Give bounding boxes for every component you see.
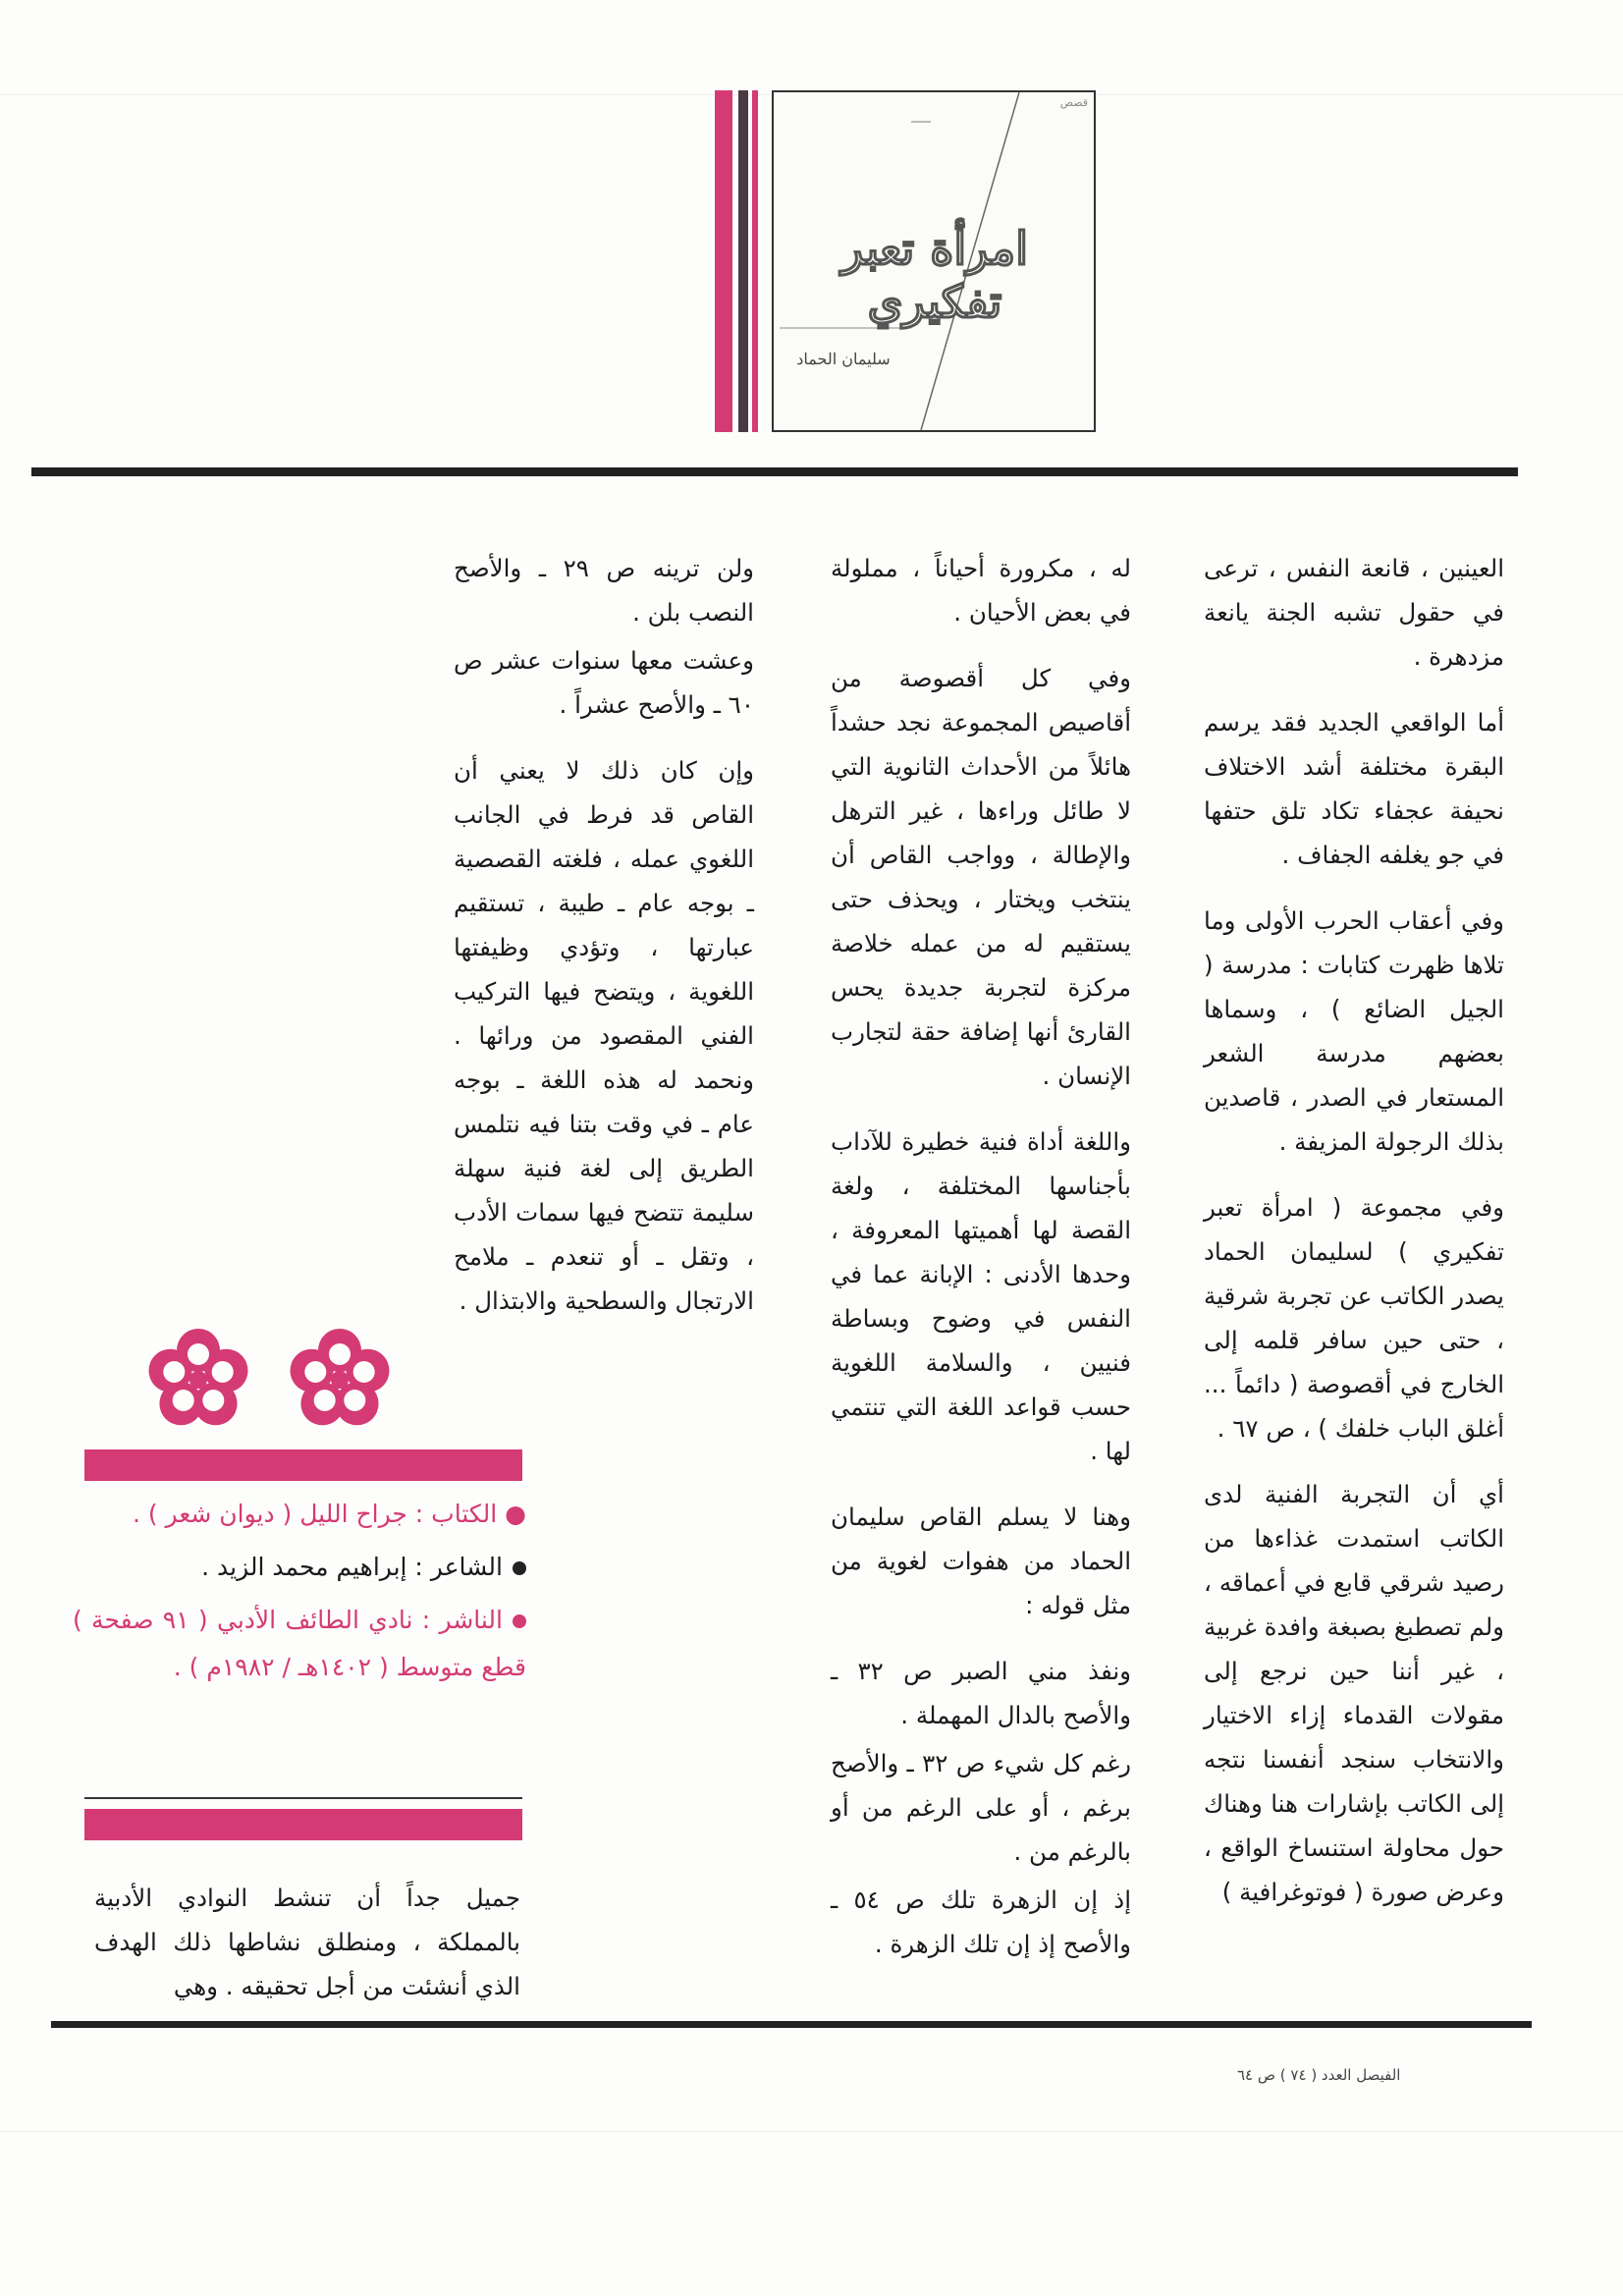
column-right (1204, 546, 1504, 1936)
column-bottom-left (94, 1876, 520, 2030)
cover-corner-label: قصص (1059, 96, 1088, 109)
paragraph: جميل جداً أن تنشط النوادي الأدبية بالمملكة ، ومنطلق نشاطها ذلك الهدف الذي أنشئت من أجل تحقيقه . وهي (94, 1884, 520, 2000)
column-left (454, 546, 754, 1344)
paragraph: له ، مكرورة أحياناً ، مملولة في بعض الأحيان . (831, 554, 1131, 627)
book-info (73, 1491, 526, 1697)
paragraph: رغم كل شيء ص ٣٢ ـ والأصح برغم ، أو على الرغم من أو بالرغم من . (831, 1749, 1131, 1866)
paragraph: وفي أعقاب الحرب الأولى وما تلاها ظهرت كتابات : مدرسة ( الجيل الضائع ) ، وسماها بعضهم مدرسة الشعر المستعار في الصدر ، قاصدين بذلك الرجولة المزيفة . (1204, 906, 1504, 1156)
paragraph: واللغة أداة فنية خطيرة للآداب بأجناسها المختلفة ، ولغة القصة لها أهميتها المعروفة ، وحدها الأدنى : الإبانة عما في النفس في وضوح وبساطة فنيين ، والسلامة اللغوية حسب قواعد اللغة التي تنتمي لها . (831, 1127, 1131, 1465)
info-top-bar (84, 1449, 522, 1481)
book-cover-image (772, 90, 1096, 432)
paragraph: إذ إن الزهرة تلك ص ٥٤ ـ والأصح إذ إن تلك الزهرة . (831, 1886, 1132, 1958)
paragraph: أما الواقعي الجديد فقد يرسم البقرة مختلفة أشد الاختلاف نحيفة عجفاء تكاد تلق حتفها في جو يغلفه الجفاف . (1204, 708, 1504, 869)
info-thin-rule (84, 1797, 522, 1799)
flower-icon (291, 1329, 390, 1425)
bottom-rule (51, 2021, 1532, 2028)
bullet-icon (513, 1561, 526, 1575)
publisher-text: الناشر : نادي الطائف الأدبي ( ٩١ صفحة ) قطع متوسط ( ١٤٠٢هـ / ١٩٨٢م ) . (73, 1606, 526, 1681)
page-footer: الفيصل العدد ( ٧٤ ) ص ٦٤ (1237, 2066, 1401, 2084)
bullet-icon (513, 1614, 526, 1628)
cover-author: سليمان الحماد (796, 350, 891, 368)
cover-stripe-pink (715, 90, 732, 432)
bottom-scan-line (0, 2131, 1623, 2132)
column-middle (831, 546, 1131, 1988)
paragraph: وفي كل أقصوصة من أقاصيص المجموعة نجد حشداً هائلاً من الأحداث الثانوية التي لا طائل وراءها ، غير الترهل والإطالة ، وواجب القاص أن ينتخب ويختار ، ويحذف حتى يستقيم له من عمله خلاصة مركزة لتجربة جديدة يحس القارئ أنها إضافة حقة لتجارب الإنسان . (831, 664, 1131, 1090)
paragraph: وإن كان ذلك لا يعني أن القاص قد فرط في الجانب اللغوي عمله ، فلغته القصصية ـ بوجه عام ـ طيبة ، تستقيم عبارتها ، وتؤدي وظيفتها اللغوية ، ويتضح فيها التركيب الفني المقصود من ورائها . ونحمد له هذه اللغة ـ بوجه عام ـ في وقت بتنا فيه نتلمس الطريق إلى لغة فنية سهلة سليمة تتضح فيها سمات الأدب ، وتقل ـ أو تنعدم ـ ملامح الارتجال والسطحية والابتذال . (454, 756, 754, 1315)
book-title-line: ● الكتاب : جراح الليل ( ديوان شعر ) . (132, 1500, 526, 1528)
cover-stripe-dark (738, 90, 748, 432)
paragraph: العينين ، قانعة النفس ، ترعى في حقول تشبه الجنة يانعة مزدهرة . (1204, 554, 1504, 671)
publisher-line (73, 1597, 526, 1691)
poet-line (73, 1544, 526, 1591)
info-bottom-bar (84, 1809, 522, 1840)
paragraph: ونفذ مني الصبر ص ٣٢ ـ والأصح بالدال المهملة . (831, 1657, 1131, 1729)
paragraph: وعشت معها سنوات عشر ص ٦٠ ـ والأصح عشراً . (454, 646, 754, 719)
flower-ornament-pair (137, 1316, 461, 1444)
flower-icon (149, 1329, 248, 1425)
top-rule (31, 467, 1518, 476)
paragraph: أي أن التجربة الفنية لدى الكاتب استمدت غذاءها من رصيد شرقي قابع في أعماقه ، ولم تصطبغ بصبغة وافدة غربية ، غير أننا حين نرجع إلى مقولات القدماء إزاء الاختيار والانتخاب سنجد أنفسنا نتجه إلى الكاتب بإشارات هنا وهناك حول محاولة استنساخ الواقع ، وعرض صورة ( فوتوغرافية ) (1204, 1480, 1504, 1906)
paragraph: وهنا لا يسلم القاص سليمان الحماد من هفوات لغوية من مثل قوله : (831, 1503, 1131, 1619)
cover-stripe-pink-2 (752, 90, 758, 432)
poet-text: الشاعر : إبراهيم محمد الزيد . (201, 1553, 503, 1581)
paragraph: ولن ترينه ص ٢٩ ـ والأصح النصب بلن . (454, 554, 754, 627)
cover-title: امرأة تعبر تفكيري (841, 222, 1028, 328)
paragraph: وفي مجموعة ( امرأة تعبر تفكيري ) لسليمان الحماد يصدر الكاتب عن تجربة شرقية ، حتى حين سافر قلمه إلى الخارج في أقصوصة ( دائماً ... أغلق الباب خلفك ) ، ص ٦٧ . (1204, 1193, 1504, 1443)
